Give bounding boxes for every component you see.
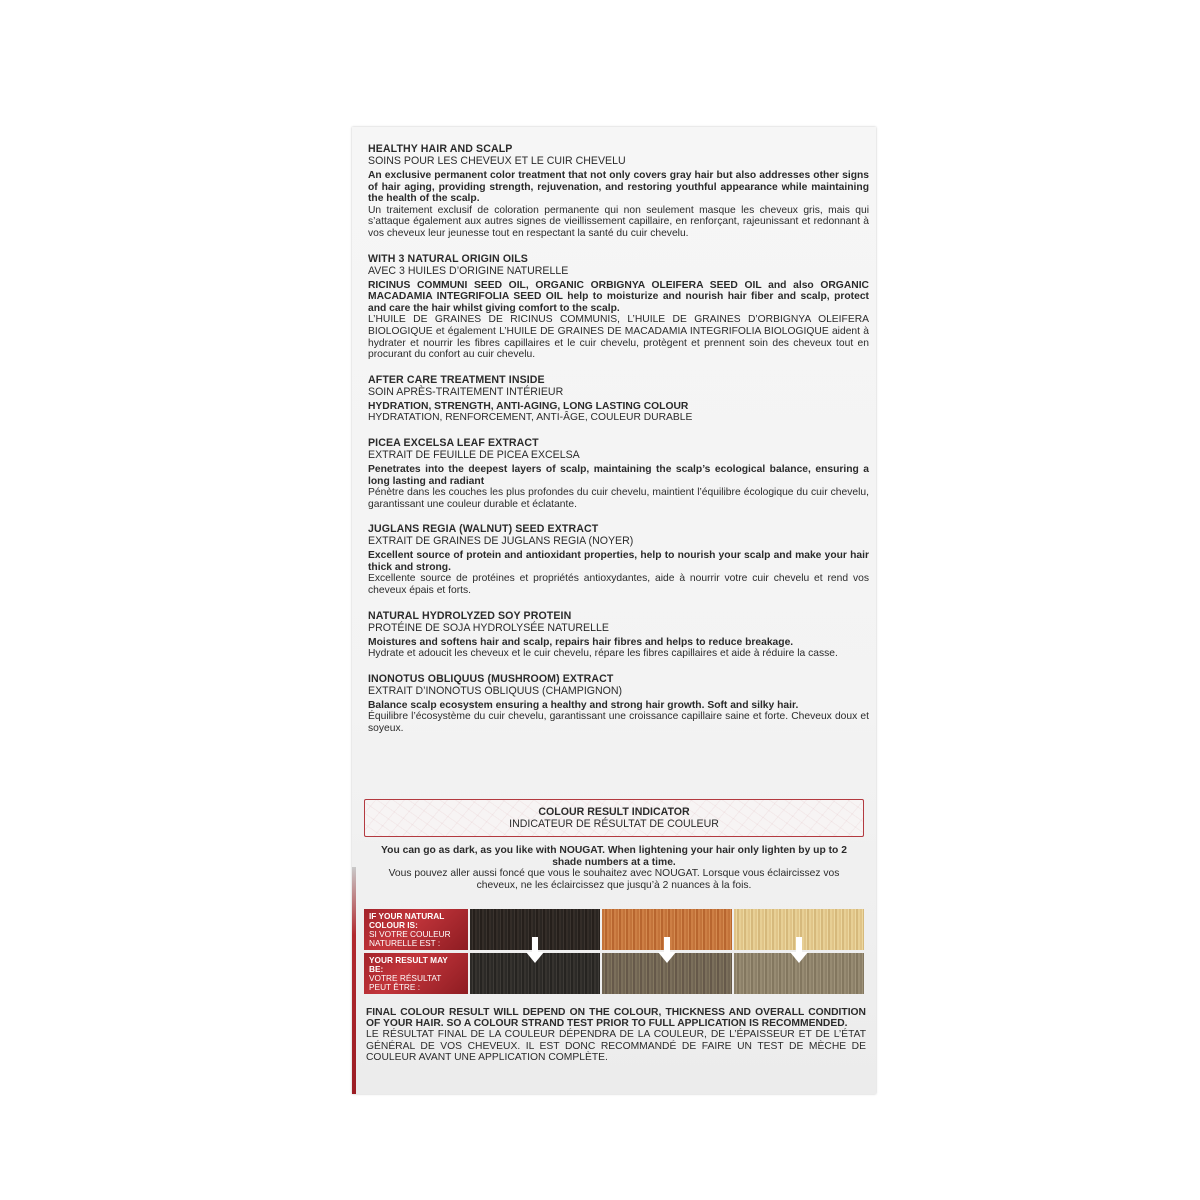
section-title-fr: EXTRAIT DE GRAINES DE JUGLANS REGIA (NOYER) — [368, 535, 634, 548]
natural-colour-label-en: IF YOUR NATURAL COLOUR IS: — [369, 911, 445, 930]
section-title-en: PICEA EXCELSA LEAF EXTRACT — [368, 436, 539, 449]
colour-result-indicator-banner — [364, 799, 864, 837]
section-body-en: Excellent source of protein and antioxidant properties, help to nourish your scalp and make your hair thick and strong. — [368, 550, 869, 573]
section-natural-oils — [368, 253, 869, 361]
indicator-note-fr: Vous pouvez aller aussi foncé que vous le souhaitez avec NOUGAT. Lorsque vous éclaircissez vos cheveux, ne les éclaircissez que jusqu’à 2 nuances à la fois. — [388, 868, 840, 891]
disclaimer-en: FINAL COLOUR RESULT WILL DEPEND ON THE COLOUR, THICKNESS AND OVERALL CONDITION OF YOUR HAIR. SO A COLOUR STRAND TEST PRIOR TO FULL APPLICATION IS RECOMMENDED. — [366, 1007, 866, 1030]
section-picea-extract — [368, 437, 869, 510]
section-body-fr: Équilibre l’écosystème du cuir chevelu, garantissant une croissance capillaire saine et forte. Cheveux doux et soyeux. — [368, 711, 869, 735]
section-title-en: HEALTHY HAIR AND SCALP — [368, 143, 513, 155]
section-body-fr: Pénètre dans les couches les plus profondes du cuir chevelu, maintient l’équilibre écologique du cuir chevelu, garantissant une couleur durable et éclatante. — [368, 487, 869, 510]
section-title-en: NATURAL HYDROLYZED SOY PROTEIN — [368, 609, 572, 622]
result-colour-label-fr: VOTRE RÉSULTAT PEUT ÊTRE : — [369, 973, 442, 992]
colour-result-grid — [364, 909, 864, 995]
section-healthy-hair — [368, 143, 869, 240]
section-body-en: HYDRATION, STRENGTH, ANTI-AGING, LONG LASTING COLOUR — [368, 400, 689, 412]
down-arrow-icon — [526, 937, 544, 967]
indicator-title-en: COLOUR RESULT INDICATOR — [538, 806, 690, 818]
natural-swatch-copper — [602, 909, 732, 950]
down-arrow-icon — [658, 937, 676, 967]
section-body-en: An exclusive permanent color treatment that not only covers gray hair but also addresses other signs of hair aging, providing strength, rejuvenation, and restoring youthful appearance while maintaining the health of the scalp. — [368, 170, 869, 205]
section-title-en: INONOTUS OBLIQUUS (MUSHROOM) EXTRACT — [368, 672, 614, 685]
section-title-en: AFTER CARE TREATMENT INSIDE — [368, 373, 545, 386]
grid-row-labels — [364, 909, 468, 995]
indicator-note — [372, 845, 856, 891]
section-after-care — [368, 374, 869, 424]
section-body-en: Moistures and softens hair and scalp, repairs hair fibres and helps to reduce breakage. — [368, 636, 794, 648]
indicator-title-fr: INDICATEUR DE RÉSULTAT DE COULEUR — [509, 818, 719, 830]
package-back-panel — [352, 127, 876, 1094]
section-body-en: Penetrates into the deepest layers of scalp, maintaining the scalp’s ecological balance, ensuring a long lasting and radiant — [368, 463, 869, 487]
natural-swatch-dark — [470, 909, 600, 950]
section-body-fr: L’HUILE DE GRAINES DE RICINUS COMMUNIS, L’HUILE DE GRAINES D’ORBIGNYA OLEIFERA BIOLOGIQUE et également L’HUILE DE GRAINES DE MACADAMIA INTEGRIFOLIA BIOLOGIQUE aident à hydrater et nourrir les fibres capillaires et le cuir chevelu, protègent et prennent soin des cheveux tout en procurant du confort au cuir chevelu. — [368, 314, 869, 361]
section-body-fr: Un traitement exclusif de coloration permanente qui non seulement masque les cheveux gris, mais qui s’attaque également aux autres signes de vieillissement capillaire, en renforçant, rajeunissant et redonnant à vos cheveux leur jeunesse tout en respectant la santé du cuir chevelu. — [368, 204, 869, 239]
section-title-en: JUGLANS REGIA (WALNUT) SEED EXTRACT — [368, 523, 599, 536]
section-body-en: RICINUS COMMUNI SEED OIL, ORGANIC ORBIGNYA OLEIFERA SEED OIL and also ORGANIC MACADAMIA INTEGRIFOLIA SEED OIL help to moisturize and nourish hair fiber and scalp, protect and care the hair whilst giving comfort to the scalp. — [368, 279, 869, 314]
section-title-fr: AVEC 3 HUILES D’ORIGINE NATURELLE — [368, 264, 569, 277]
section-title-fr: SOIN APRÈS-TRAITEMENT INTÉRIEUR — [368, 385, 564, 398]
section-body-en: Balance scalp ecosystem ensuring a healthy and strong hair growth. Soft and silky hair. — [368, 699, 799, 711]
section-title-fr: EXTRAIT D’INONOTUS OBLIQUUS (CHAMPIGNON) — [368, 684, 623, 697]
section-title-fr: EXTRAIT DE FEUILLE DE PICEA EXCELSA — [368, 448, 580, 461]
section-body-fr: HYDRATATION, RENFORCEMENT, ANTI-ÂGE, COULEUR DURABLE — [368, 412, 693, 424]
natural-colour-label — [364, 909, 468, 950]
section-body-fr: Hydrate et adoucit les cheveux et le cuir chevelu, répare les fibres capillaires et aide à réduire la casse. — [368, 648, 838, 660]
section-body-fr: Excellente source de protéines et propriétés antioxydantes, aide à nourrir votre cuir chevelu et rend vos cheveux épais et forts. — [368, 573, 869, 597]
disclaimer-fr: LE RÉSULTAT FINAL DE LA COULEUR DÉPENDRA DE LA COULEUR, DE L’ÉPAISSEUR ET DE L’ÉTAT GÉNÉRAL DE VOS CHEVEUX. IL EST DONC RECOMMANDÉ DE FAIRE UN TEST DE MÈCHE DE COULEUR AVANT UNE APPLICATION COMPLÈTE. — [366, 1029, 866, 1063]
natural-swatch-blonde — [734, 909, 864, 950]
section-soy-protein — [368, 610, 869, 660]
natural-colour-label-fr: SI VOTRE COULEUR NATURELLE EST : — [369, 929, 451, 948]
result-colour-label-en: YOUR RESULT MAY BE: — [369, 955, 448, 974]
benefits-list — [368, 143, 869, 748]
down-arrow-icon — [790, 937, 808, 967]
indicator-note-en: You can go as dark, as you like with NOUGAT. When lightening your hair only lighten by up to 2 shade numbers at a time. — [381, 845, 847, 868]
section-mushroom-extract — [368, 673, 869, 735]
section-title-fr: PROTÉINE DE SOJA HYDROLYSÉE NATURELLE — [368, 621, 609, 634]
section-walnut-extract — [368, 523, 869, 596]
result-colour-label — [364, 953, 468, 994]
section-title-en: WITH 3 NATURAL ORIGIN OILS — [368, 252, 528, 265]
section-title-fr: SOINS POUR LES CHEVEUX ET LE CUIR CHEVELU — [368, 155, 626, 167]
final-result-disclaimer — [366, 1007, 866, 1063]
